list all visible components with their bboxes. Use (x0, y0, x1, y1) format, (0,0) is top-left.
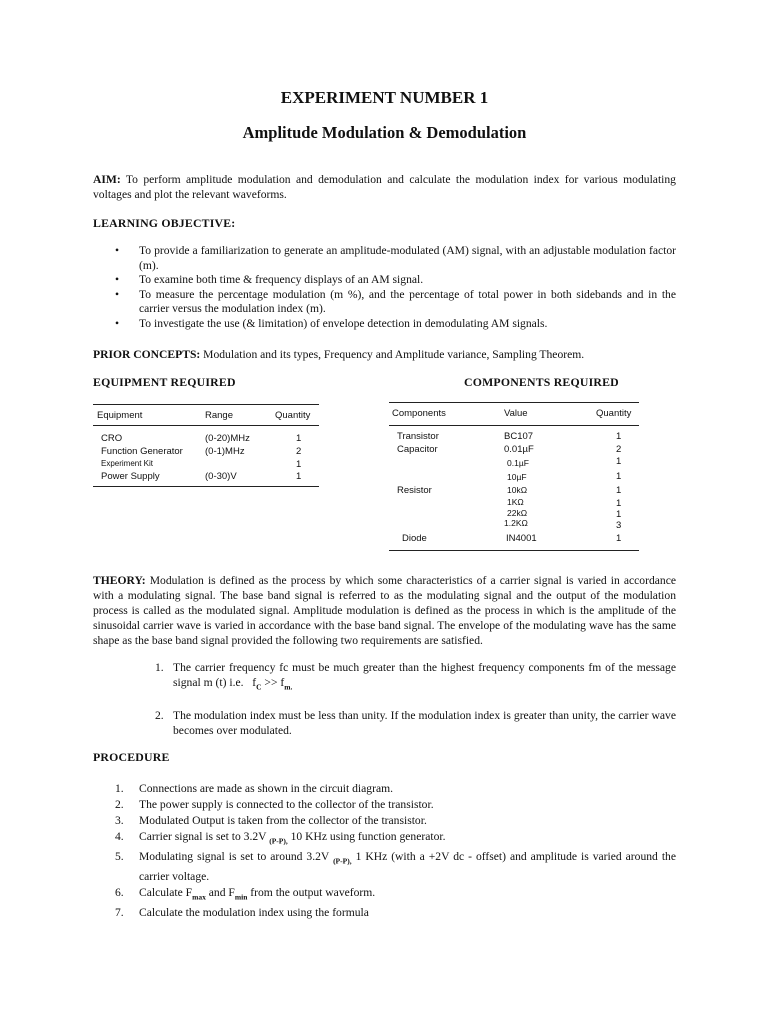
list-item: 4. Carrier signal is set to 3.2V $_{(P-P),}$ 10 KHz using function generator. (115, 830, 446, 846)
table-header: Value (504, 408, 528, 419)
requirements-list (93, 660, 676, 738)
list-item: • To examine both time & frequency displays of an AM signal. (115, 273, 424, 286)
table-cell: 1 (616, 431, 622, 442)
page-title: EXPERIMENT NUMBER 1 (280, 88, 489, 107)
equipment-heading: EQUIPMENT REQUIRED (93, 375, 236, 389)
table-header: Components (392, 408, 446, 419)
list-item: 5. Modulating signal is set to around 3.2V $_{(P-P),}$ 1 KHz (with a +2V dc - offset) and amplitude is varied around the carrier voltage. (115, 850, 676, 883)
table-cell: (0-20)MHz (205, 433, 250, 444)
learning-objective-heading: LEARNING OBJECTIVE: (93, 216, 236, 230)
objective-list (93, 244, 676, 331)
page-subtitle: Amplitude Modulation & Demodulation (242, 123, 527, 142)
table-cell: 22kΩ (507, 508, 528, 518)
table-cell: 1 (296, 459, 302, 470)
procedure-list (93, 781, 676, 920)
theory-text: Modulation is defined as the process by which some characteristics of a carrier signal is varied in accordance with a modulating signal. The base band signal is referred to as the modulating signal and the output of the modulation process is called as the modulated signal. Amplitude modulation is defined as the process in which is the amplitude of the sinusoidal carrier wave is varied in accordance with the base band signal. The envelope of the modulating wave has the same shape as the base band signal provided the following two requirements are satisfied. (93, 574, 676, 647)
list-item: • To provide a familiarization to generate an amplitude-modulated (AM) signal, with an adjustable modulation factor (m). (115, 244, 676, 272)
aim-text: To perform amplitude modulation and demodulation and calculate the modulation index for various modulating voltages and plot the relevant waveforms. (93, 173, 676, 201)
table-cell: 10kΩ (507, 485, 528, 495)
theory-paragraph (93, 573, 676, 648)
table-cell: 1 (616, 498, 622, 509)
table-cell: Capacitor (397, 444, 438, 455)
table-cell: 1 (616, 456, 622, 467)
components-table (389, 402, 639, 550)
table-cell: Experiment Kit (101, 459, 154, 468)
table-rule (389, 550, 639, 551)
table-cell: Diode (402, 533, 427, 544)
table-header: Range (205, 410, 233, 421)
table-cell: 1KΩ (507, 497, 524, 507)
table-rule (93, 425, 319, 426)
list-item: • To investigate the use (& limitation) of envelope detection in demodulating AM signals. (115, 316, 548, 330)
table-cell: 1 (616, 471, 622, 482)
table-cell: 1 (616, 485, 622, 496)
table-cell: 2 (296, 446, 302, 457)
components-heading: COMPONENTS REQUIRED (464, 375, 619, 389)
table-cell: 0.1µF (507, 458, 529, 468)
list-item: • To measure the percentage modulation (m %), and the percentage of total power in both sidebands and in the carrier versus the modulation index (m). (115, 287, 676, 315)
table-cell: (0-1)MHz (205, 446, 245, 457)
table-cell: 2 (616, 444, 622, 455)
table-rule (93, 486, 319, 487)
list-item: 2. The modulation index must be less than unity. If the modulation index is greater than unity, the carrier wave becomes over modulated. (155, 709, 676, 738)
table-cell: 10µF (507, 472, 527, 482)
table-cell: CRO (101, 433, 123, 444)
prior-concepts-label: PRIOR CONCEPTS: (93, 348, 201, 361)
table-cell: Power Supply (101, 471, 160, 482)
table-cell: Function Generator (101, 446, 183, 457)
list-item: 7. Calculate the modulation index using the formula (115, 905, 369, 919)
table-cell: 1.2KΩ (504, 518, 528, 528)
table-rule (389, 425, 639, 426)
table-header: Equipment (97, 410, 143, 421)
table-cell: 0.01µF (504, 444, 534, 455)
table-header: Quantity (596, 408, 632, 419)
table-cell: Resistor (397, 485, 432, 496)
table-cell: BC107 (504, 431, 534, 442)
table-cell: 1 (296, 433, 302, 444)
table-cell: 1 (616, 533, 622, 544)
procedure-heading: PROCEDURE (93, 750, 170, 764)
aim-label: AIM: (93, 173, 121, 186)
list-item: 1. The carrier frequency fc must be much greater than the highest frequency components fm of the message signal m (t) i.e. $f_C >> f_{m.}$ (155, 661, 676, 692)
table-cell: (0-30)V (205, 471, 237, 482)
table-cell: 1 (616, 509, 622, 520)
table-rule (389, 402, 639, 403)
list-item: 2. The power supply is connected to the collector of the transistor. (115, 798, 434, 811)
prior-concepts-paragraph (93, 347, 676, 362)
list-item: 3. Modulated Output is taken from the collector of the transistor. (115, 814, 427, 827)
table-cell: 1 (296, 471, 302, 482)
list-item: 6. Calculate $F_{max}$ and $F_{min}$ from the output waveform. (115, 885, 376, 901)
table-cell: IN4001 (506, 533, 537, 544)
table-rule (93, 404, 319, 405)
table-cell: Transistor (397, 431, 439, 442)
table-header: Quantity (275, 410, 311, 421)
prior-concepts-text: Modulation and its types, Frequency and Amplitude variance, Sampling Theorem. (203, 348, 585, 361)
aim-paragraph (93, 172, 676, 202)
theory-label: THEORY: (93, 574, 146, 587)
table-cell: 3 (616, 520, 622, 531)
equipment-table (93, 404, 319, 486)
list-item: 1. Connections are made as shown in the circuit diagram. (115, 782, 394, 795)
